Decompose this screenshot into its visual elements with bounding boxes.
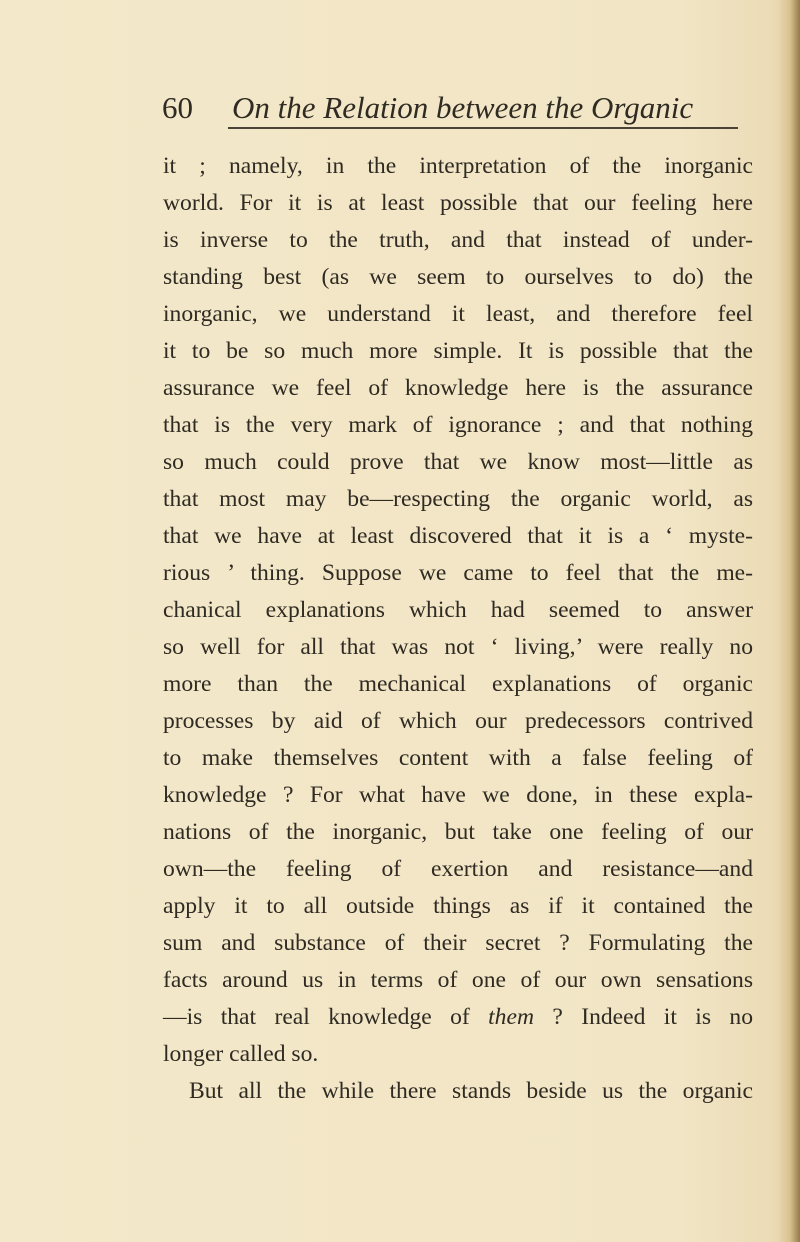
text-line: world. For it is at least possible that our feeling here (163, 190, 753, 216)
text-line: it to be so much more simple. It is possible that the (163, 338, 753, 364)
page-header (162, 90, 742, 130)
text-line: facts around us in terms of one of our own sensations (163, 967, 753, 993)
text-line: that most may be—respecting the organic world, as (163, 486, 753, 512)
text-line: it ; namely, in the interpretation of the inorganic (163, 153, 753, 179)
text-line: rious ’ thing. Suppose we came to feel that the me- (163, 560, 753, 586)
text-line: that we have at least discovered that it is a ‘ myste- (163, 523, 753, 549)
text-line: nations of the inorganic, but take one feeling of our (163, 819, 753, 845)
paragraph-start-line: But all the while there stands beside us the organic (189, 1078, 753, 1104)
running-title: On the Relation between the Organic (232, 90, 694, 125)
header-rule (228, 127, 738, 129)
paragraph-end-line: longer called so. (163, 1041, 319, 1067)
text-line: that is the very mark of ignorance ; and that nothing (163, 412, 753, 438)
text-line: assurance we feel of knowledge here is the assurance (163, 375, 753, 401)
text-line: chanical explanations which had seemed to answer (163, 597, 753, 623)
text-line: to make themselves content with a false feeling of (163, 745, 753, 771)
page-edge-shadow (778, 0, 800, 1242)
text-line-with-italic (163, 999, 753, 1036)
italic-word: them (488, 1004, 534, 1030)
text-line: inorganic, we understand it least, and therefore feel (163, 301, 753, 327)
text-fragment: —is that real knowledge of (163, 1004, 489, 1030)
text-line: so much could prove that we know most—little as (163, 449, 753, 475)
text-fragment: ? Indeed it is no (534, 1004, 753, 1030)
text-line: sum and substance of their secret ? Formulating the (163, 930, 753, 956)
body-text (163, 148, 753, 1110)
text-line: knowledge ? For what have we done, in these expla- (163, 782, 753, 808)
text-line: so well for all that was not ‘ living,’ were really no (163, 634, 753, 660)
text-line: is inverse to the truth, and that instead of under- (163, 227, 753, 253)
text-line: processes by aid of which our predecessors contrived (163, 708, 753, 734)
text-line: apply it to all outside things as if it contained the (163, 893, 753, 919)
text-line: more than the mechanical explanations of organic (163, 671, 753, 697)
page-number: 60 (162, 90, 193, 125)
text-line: own—the feeling of exertion and resistance—and (163, 856, 753, 882)
text-line: standing best (as we seem to ourselves to do) the (163, 264, 753, 290)
